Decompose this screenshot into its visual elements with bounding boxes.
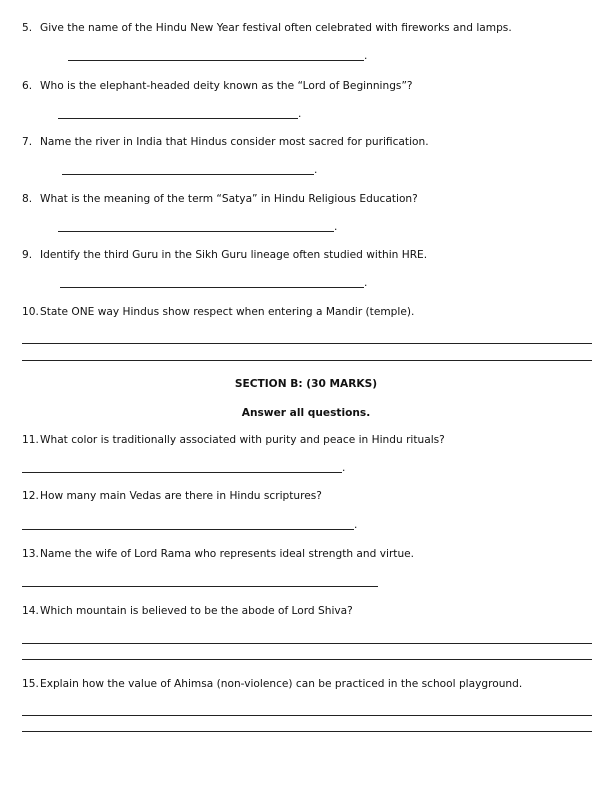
question-11: [22, 434, 445, 447]
question-text: Which mountain is believed to be the abode of Lord Shiva?: [40, 605, 353, 617]
answer-line[interactable]: [22, 586, 378, 587]
line-period: .: [342, 462, 346, 474]
question-text: How many main Vedas are there in Hindu scriptures?: [40, 490, 322, 502]
question-text: What color is traditionally associated with purity and peace in Hindu rituals?: [40, 434, 445, 446]
question-text: Name the river in India that Hindus consider most sacred for purification.: [40, 136, 429, 148]
question-7: [22, 136, 429, 149]
question-number: 7.: [22, 136, 33, 148]
question-number: 5.: [22, 22, 33, 34]
question-15: [22, 678, 522, 691]
answer-line[interactable]: [22, 529, 354, 530]
question-text: Name the wife of Lord Rama who represents ideal strength and virtue.: [40, 548, 415, 560]
answer-line[interactable]: [22, 643, 592, 644]
question-text: Explain how the value of Ahimsa (non-violence) can be practiced in the school playground.: [40, 678, 523, 690]
line-period: .: [364, 277, 368, 289]
question-number: 14.: [22, 605, 39, 617]
section-instruction: Answer all questions.: [241, 407, 371, 419]
answer-line[interactable]: [22, 360, 592, 361]
question-text: What is the meaning of the term “Satya” in Hindu Religious Education?: [40, 193, 418, 205]
answer-line[interactable]: [60, 287, 364, 288]
question-9: [22, 249, 427, 262]
question-13: [22, 548, 414, 561]
answer-line[interactable]: [22, 343, 592, 344]
answer-line[interactable]: [58, 118, 298, 119]
question-number: 10.: [22, 306, 39, 318]
question-12: [22, 490, 322, 503]
question-6: [22, 80, 413, 93]
answer-line[interactable]: [22, 472, 342, 473]
line-period: .: [314, 164, 318, 176]
line-period: .: [354, 519, 358, 531]
answer-line[interactable]: [22, 659, 592, 660]
question-number: 8.: [22, 193, 33, 205]
answer-line[interactable]: [68, 60, 364, 61]
question-number: 11.: [22, 434, 39, 446]
question-number: 9.: [22, 249, 33, 261]
question-text: Who is the elephant-headed deity known as the “Lord of Beginnings”?: [40, 80, 413, 92]
question-5: [22, 22, 512, 35]
question-number: 15.: [22, 678, 39, 690]
question-14: [22, 605, 353, 618]
answer-line[interactable]: [22, 731, 592, 732]
question-number: 12.: [22, 490, 39, 502]
answer-line[interactable]: [62, 174, 314, 175]
answer-line[interactable]: [58, 231, 334, 232]
question-number: 13.: [22, 548, 39, 560]
line-period: .: [364, 50, 368, 62]
section-heading: SECTION B: (30 MARKS): [234, 378, 378, 390]
question-number: 6.: [22, 80, 33, 92]
line-period: .: [334, 221, 338, 233]
answer-line[interactable]: [22, 715, 592, 716]
question-10: [22, 306, 414, 319]
question-8: [22, 193, 418, 206]
question-text: State ONE way Hindus show respect when entering a Mandir (temple).: [40, 306, 415, 318]
line-period: .: [298, 108, 302, 120]
question-text: Identify the third Guru in the Sikh Guru lineage often studied within HRE.: [40, 249, 428, 261]
question-text: Give the name of the Hindu New Year festival often celebrated with fireworks and lamps.: [40, 22, 512, 34]
